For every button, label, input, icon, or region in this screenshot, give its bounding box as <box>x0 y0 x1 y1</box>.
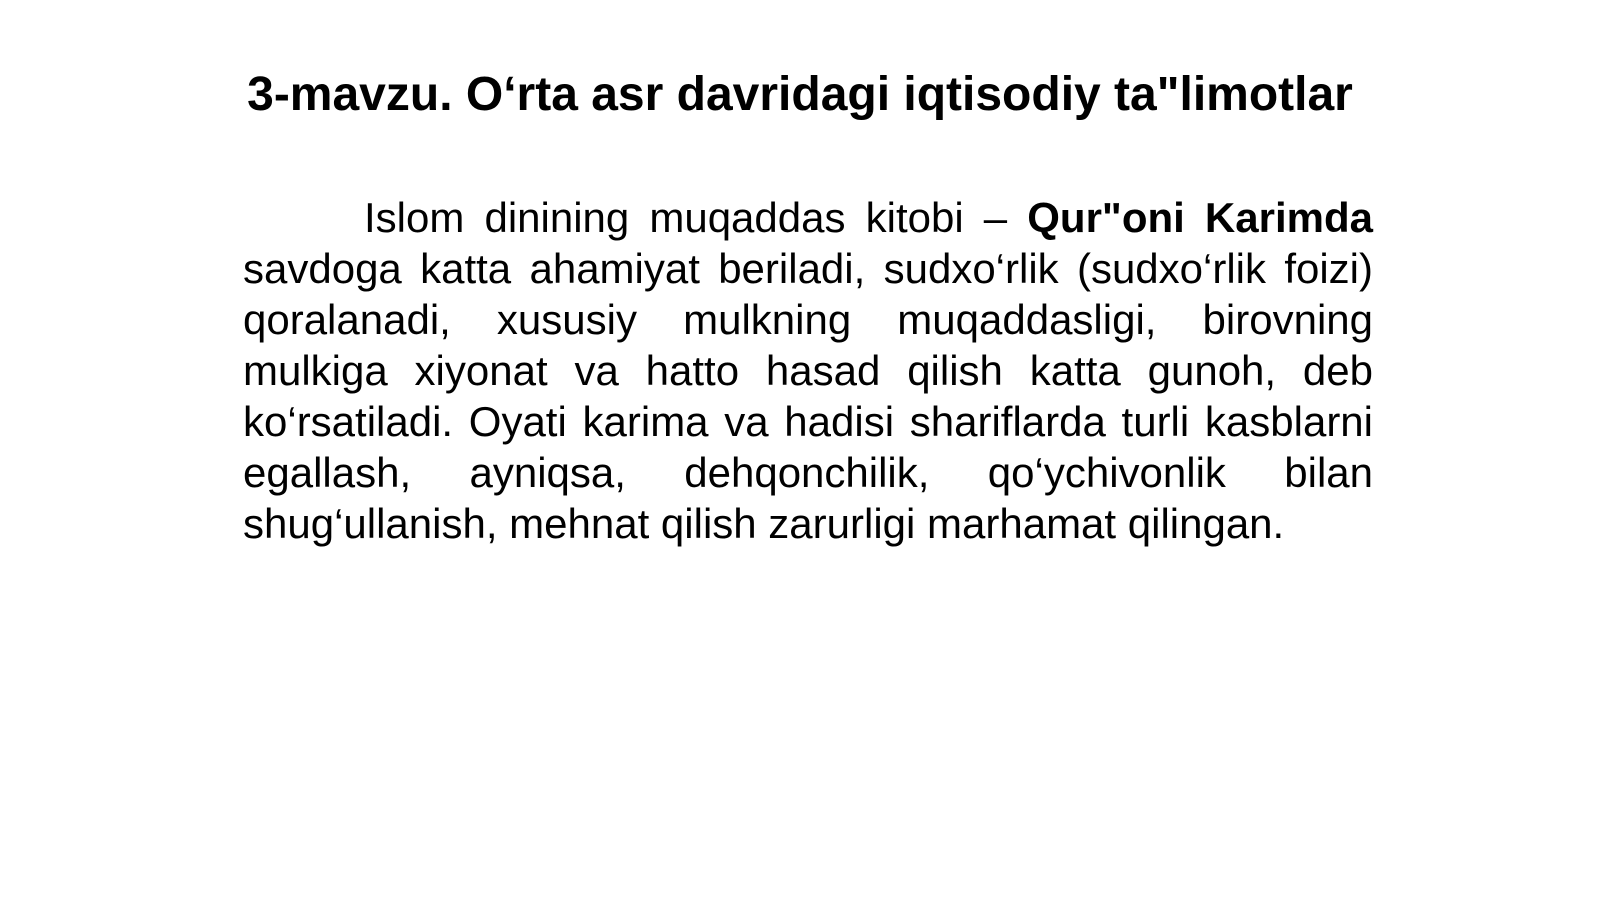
paragraph-emphasis-text: Qur"oni Karimda <box>1027 194 1373 241</box>
slide-body-paragraph <box>243 192 1373 549</box>
slide-title: 3-mavzu. O‘rta asr davridagi iqtisodiy ta"limotlar <box>247 68 1353 121</box>
paragraph-intro-text: Islom dinining muqaddas kitobi – <box>364 194 1028 241</box>
paragraph-rest-text: savdoga katta ahamiyat beriladi, sudxo‘rlik (sudxo‘rlik foizi) qoralanadi, xususiy mulkning muqaddasligi, birovning mulkiga xiyonat va hatto hasad qilish katta gunoh, deb ko‘rsatiladi. Oyati karima va hadisi shariflarda turli kasblarni egallash, ayniqsa, dehqonchilik, qo‘ychivonlik bilan shug‘ullanish, mehnat qilish zarurligi marhamat qilingan. <box>243 245 1373 547</box>
